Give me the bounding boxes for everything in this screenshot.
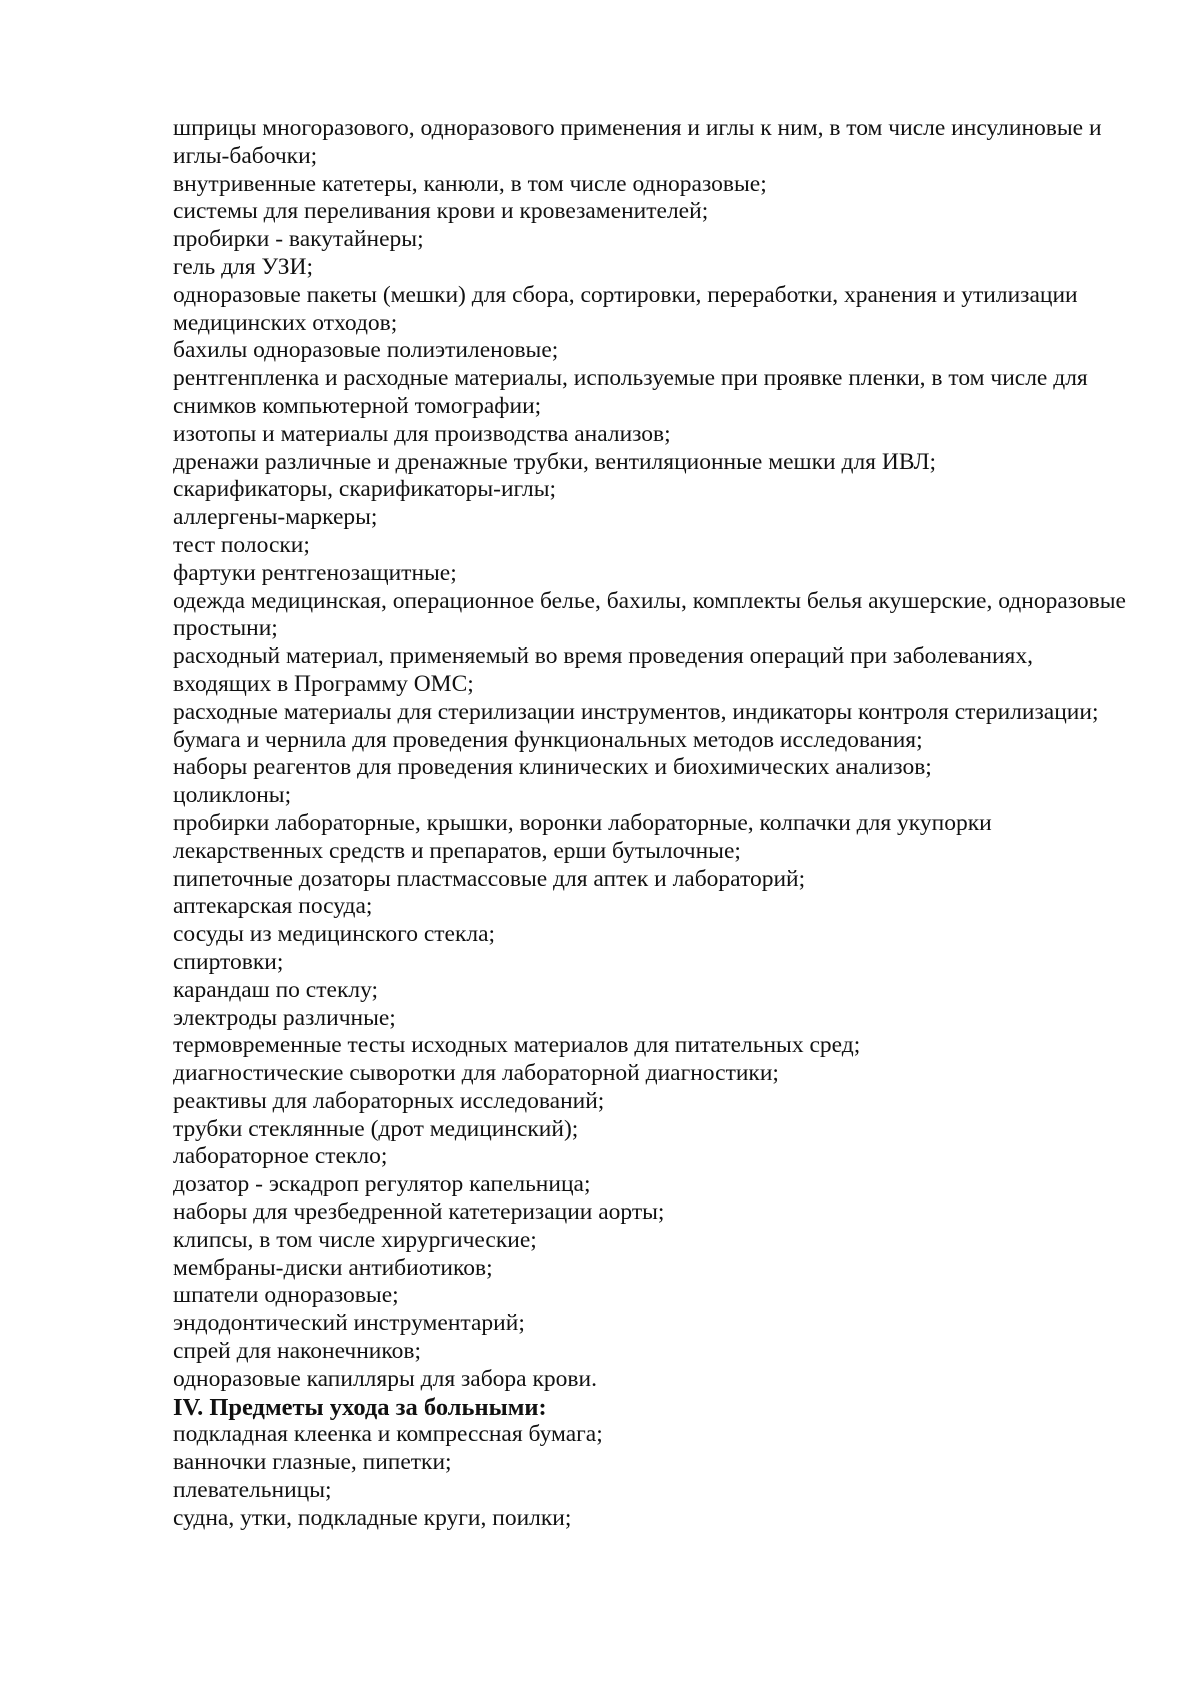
list-item: лабораторное стекло; — [173, 1143, 388, 1170]
list-item: одноразовые пакеты (мешки) для сбора, сортировки, переработки, хранения и утилизации медицинских отходов; — [173, 281, 1078, 336]
list-item: шпатели одноразовые; — [173, 1282, 399, 1309]
list-item: тест полоски; — [173, 531, 310, 558]
list-item: пробирки лабораторные, крышки, воронки лабораторные, колпачки для укупорки лекарственных средств и препаратов, ерши бутылочные; — [173, 809, 992, 864]
list-item: подкладная клеенка и компрессная бумага; — [173, 1421, 603, 1448]
list-item: расходный материал, применяемый во время проведения операций при заболеваниях, входящих в Программу ОМС; — [173, 643, 1033, 697]
list-item: трубки стеклянные (дрот медицинский); — [173, 1115, 579, 1142]
list-item: пробирки - вакутайнеры; — [173, 226, 424, 253]
list-item: ванночки глазные, пипетки; — [173, 1449, 452, 1476]
list-item: шприцы многоразового, одноразового применения и иглы к ним, в том числе инсулиновые и иглы-бабочки; — [173, 115, 1102, 169]
list-item: наборы для чрезбедренной катетеризации аорты; — [173, 1199, 665, 1226]
list-item: фартуки рентгенозащитные; — [173, 559, 457, 586]
list-item: термовременные тесты исходных материалов для питательных сред; — [173, 1032, 861, 1059]
list-item: карандаш по стеклу; — [173, 976, 379, 1003]
list-item: изотопы и материалы для производства анализов; — [173, 420, 671, 447]
list-item: одежда медицинская, операционное белье, бахилы, комплекты белья акушерские, одноразовые простыни; — [173, 587, 1126, 642]
list-item: спрей для наконечников; — [173, 1338, 421, 1365]
list-item: цоликлоны; — [173, 782, 292, 809]
list-item: судна, утки, подкладные круги, поилки; — [173, 1504, 572, 1531]
list-item: дренажи различные и дренажные трубки, вентиляционные мешки для ИВЛ; — [173, 448, 937, 475]
list-item: электроды различные; — [173, 1004, 396, 1031]
list-item: аптекарская посуда; — [173, 893, 373, 920]
list-item: реактивы для лабораторных исследований; — [173, 1087, 605, 1114]
section-heading: IV. Предметы ухода за больными: — [173, 1393, 547, 1421]
list-item: бумага и чернила для проведения функциональных методов исследования; — [173, 726, 923, 753]
list-item: гель для УЗИ; — [173, 253, 314, 280]
list-item: клипсы, в том числе хирургические; — [173, 1226, 537, 1253]
list-item: плевательницы; — [173, 1477, 332, 1504]
list-item: внутривенные катетеры, канюли, в том числе одноразовые; — [173, 170, 767, 197]
list-item: скарификаторы, скарификаторы-иглы; — [173, 476, 557, 503]
list-item: одноразовые капилляры для забора крови. — [173, 1365, 597, 1392]
list-item: сосуды из медицинского стекла; — [173, 921, 496, 948]
document-body — [173, 115, 1133, 1533]
list-item: пипеточные дозаторы пластмассовые для аптек и лабораторий; — [173, 865, 806, 892]
list-item: системы для переливания крови и кровезаменителей; — [173, 198, 709, 225]
list-item: наборы реагентов для проведения клинических и биохимических анализов; — [173, 754, 932, 781]
list-item: аллергены-маркеры; — [173, 504, 378, 531]
list-item: расходные материалы для стерилизации инструментов, индикаторы контроля стерилизации; — [173, 698, 1099, 725]
list-item: рентгенпленка и расходные материалы, используемые при проявке пленки, в том числе для снимков компьютерной томографии; — [173, 365, 1088, 419]
list-item: бахилы одноразовые полиэтиленовые; — [173, 337, 559, 364]
list-item: диагностические сыворотки для лабораторной диагностики; — [173, 1060, 779, 1087]
list-item: мембраны-диски антибиотиков; — [173, 1254, 493, 1281]
list-item: эндодонтический инструментарий; — [173, 1310, 525, 1337]
supplies-list — [173, 115, 1133, 1394]
care-items-list — [173, 1421, 1133, 1532]
list-item: дозатор - эскадроп регулятор капельница; — [173, 1171, 591, 1198]
list-item: спиртовки; — [173, 948, 284, 975]
